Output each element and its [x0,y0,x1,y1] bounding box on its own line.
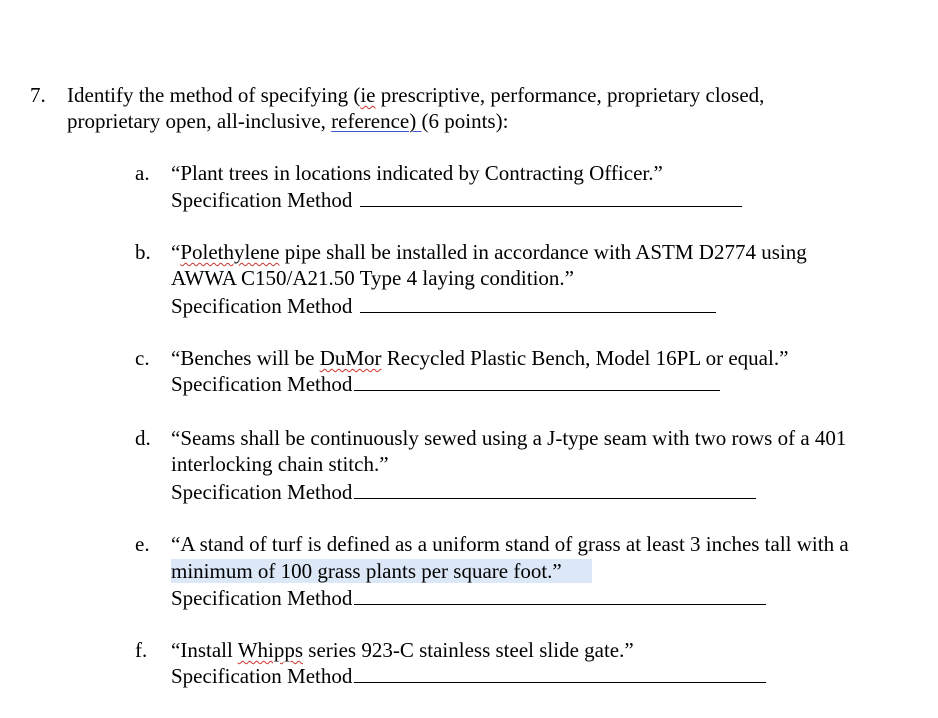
specification-method-label: Specification Method [171,586,353,610]
item-letter: b. [135,240,151,264]
question-prompt-line-2: proprietary open, all-inclusive, reference) (6 points): [67,109,509,133]
specification-method-row [171,585,766,611]
item-text: interlocking chain stitch.” [171,452,389,476]
item-text: “Plant trees in locations indicated by Contracting Officer.” [171,161,663,185]
item-text: “Polethylene pipe shall be installed in accordance with ASTM D2774 using [171,240,807,264]
item-text: “A stand of turf is defined as a uniform stand of grass at least 3 inches tall with a [171,532,849,556]
answer-blank[interactable] [354,371,720,391]
item-letter: f. [135,638,148,662]
answer-blank[interactable] [360,187,742,207]
specification-method-row [171,371,720,397]
item-text: “Install Whipps series 923-C stainless steel slide gate.” [171,638,634,662]
specification-method-label: Specification Method [171,372,353,396]
spelling-flag: Whipps [237,638,304,662]
specification-method-label: Specification Method [171,294,353,318]
spelling-flag: ie [360,83,376,107]
spelling-flag: DuMor [319,346,382,370]
item-text: “Seams shall be continuously sewed using a J-type seam with two rows of a 401 [171,426,847,450]
specification-method-label: Specification Method [171,188,353,212]
specification-method-row [171,663,766,689]
item-letter: a. [135,161,150,185]
specification-method-row [171,479,756,505]
text-selection: minimum of 100 grass plants per square foot.” [171,559,592,583]
grammar-flag: reference) [331,109,422,133]
item-text [171,558,592,584]
specification-method-row [171,187,742,213]
question-number: 7. [30,83,46,107]
item-text: AWWA C150/A21.50 Type 4 laying condition.” [171,266,574,290]
answer-blank[interactable] [354,663,766,683]
item-text: “Benches will be DuMor Recycled Plastic Bench, Model 16PL or equal.” [171,346,789,370]
item-letter: d. [135,426,151,450]
answer-blank[interactable] [354,479,756,499]
spelling-flag: Polethylene [180,240,280,264]
specification-method-label: Specification Method [171,664,353,688]
specification-method-label: Specification Method [171,480,353,504]
answer-blank[interactable] [354,585,766,605]
item-letter: c. [135,346,150,370]
question-prompt-line-1: Identify the method of specifying (ie prescriptive, performance, proprietary closed, [67,83,765,107]
specification-method-row [171,293,716,319]
answer-blank[interactable] [360,293,716,313]
item-letter: e. [135,532,150,556]
